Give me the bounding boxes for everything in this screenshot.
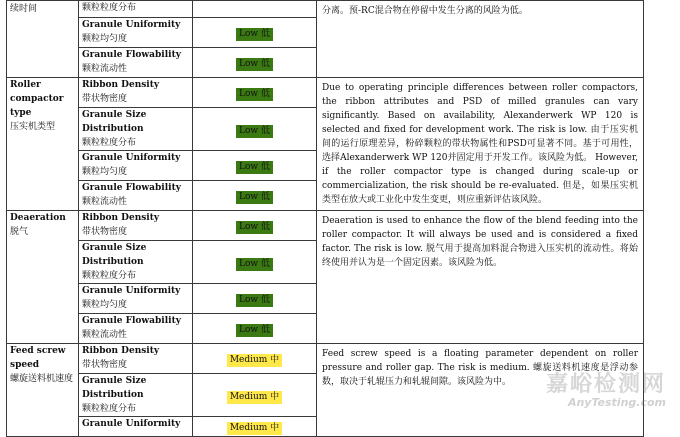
table-row: [7, 1, 644, 18]
risk-badge-low: Low 低: [236, 161, 273, 174]
risk-cell: [193, 181, 317, 211]
risk-badge-low: Low 低: [236, 28, 273, 41]
attribute-cell: Granule Uniformity: [79, 417, 193, 437]
attribute-cell: Granule Size Distribution 颗粒粒度分布: [79, 108, 193, 151]
risk-badge-low: Low 低: [236, 258, 273, 271]
risk-cell: [193, 48, 317, 78]
table-row: [7, 344, 644, 374]
factor-label: Feed screw speed: [10, 346, 66, 370]
risk-badge-low: Low 低: [236, 88, 273, 101]
risk-badge-low: Low 低: [236, 324, 273, 337]
risk-cell: [193, 374, 317, 417]
attribute-cell: Granule Uniformity 颗粒均匀度: [79, 284, 193, 314]
attribute-cell: Granule Uniformity 颗粒均匀度: [79, 18, 193, 48]
risk-cell: [193, 78, 317, 108]
attribute-cell: Granule Flowability 颗粒流动性: [79, 181, 193, 211]
risk-cell: [193, 344, 317, 374]
factor-label: Deaeration: [10, 213, 66, 223]
justification-text: 分离。预-RC混合物在停留中发生分离的风险为低。: [322, 6, 528, 16]
watermark-en: AnyTesting.com: [567, 396, 666, 409]
justification-text: Feed screw speed is a floating parameter dependent on roller pressure and roller gap. The risk is medium. 螺旋送料机速度是浮动参数，取决于轧辊压力和轧辊间隙。该风险为中。: [322, 349, 638, 387]
attribute-cell: Ribbon Density 带状物密度: [79, 211, 193, 241]
risk-badge-low: Low 低: [236, 125, 273, 138]
risk-cell: [193, 284, 317, 314]
factor-label: 续时间: [10, 4, 38, 14]
risk-badge-low: Low 低: [236, 58, 273, 71]
attribute-cell: Granule Size Distribution 颗粒粒度分布: [79, 374, 193, 417]
risk-cell: [193, 108, 317, 151]
justification-cell: [317, 344, 644, 437]
factor-label: Roller compactor type: [10, 80, 64, 118]
risk-assessment-table: [6, 0, 644, 437]
table-row: [7, 78, 644, 108]
risk-cell: [193, 241, 317, 284]
attribute-cell: Granule Flowability 颗粒流动性: [79, 314, 193, 344]
attribute-cell: Granule Flowability 颗粒流动性: [79, 48, 193, 78]
risk-badge-medium: Medium 中: [227, 391, 282, 404]
attribute-cell: Ribbon Density 带状物密度: [79, 344, 193, 374]
risk-badge-medium: Medium 中: [227, 354, 282, 367]
risk-cell: [193, 18, 317, 48]
attribute-cell: Ribbon Density 带状物密度: [79, 78, 193, 108]
attribute-cell: Granule Uniformity 颗粒均匀度: [79, 151, 193, 181]
risk-badge-low: Low 低: [236, 221, 273, 234]
risk-cell: [193, 211, 317, 241]
justification-cell: [317, 211, 644, 344]
table-row: [7, 211, 644, 241]
justification-text: Deaeration is used to enhance the flow of the blend feeding into the roller compactor. It will always be used and is considered a fixed factor. The risk is low. 脱气用于提高加料混合物进入压实机的流动性。将始终使用并认为是一个固定因素。该风险为低。: [322, 216, 638, 268]
factor-cell: [7, 1, 79, 78]
justification-cell: [317, 78, 644, 211]
risk-cell: [193, 151, 317, 181]
attribute-cell: 颗粒粒度分布: [79, 1, 193, 18]
watermark-cn: 嘉峪检测网: [545, 372, 666, 397]
risk-cell: [193, 314, 317, 344]
attribute-cell: Granule Size Distribution 颗粒粒度分布: [79, 241, 193, 284]
factor-cell: Deaeration 脱气: [7, 211, 79, 344]
factor-cell: Roller compactor type 压实机类型: [7, 78, 79, 211]
justification-text: Due to operating principle differences between roller compactors, the ribbon attributes and PSD of milled granules can vary significantly. Based on availability, Alexanderwerk WP 120 is selected and fixed for development work. The risk is low. 由于压实机间的运行原理差异，粉碎颗粒的带状物属性和PSD可显著不同。基于可用性，选择Alexanderwerk WP 120并固定用于开发工作。该风险为低。 However, if the roller compactor type is changed during scale-up or commercialization, the risk should be re-evaluated. 但是，如果压实机类型在放大或工业化中发生变更，则应重新评估该风险。: [322, 83, 638, 205]
risk-cell: [193, 1, 317, 18]
risk-badge-low: Low 低: [236, 294, 273, 307]
factor-cell: Feed screw speed 螺旋送料机速度: [7, 344, 79, 437]
risk-badge-medium: Medium 中: [227, 422, 282, 435]
justification-cell: [317, 1, 644, 78]
risk-badge-low: Low 低: [236, 191, 273, 204]
risk-cell: [193, 417, 317, 437]
